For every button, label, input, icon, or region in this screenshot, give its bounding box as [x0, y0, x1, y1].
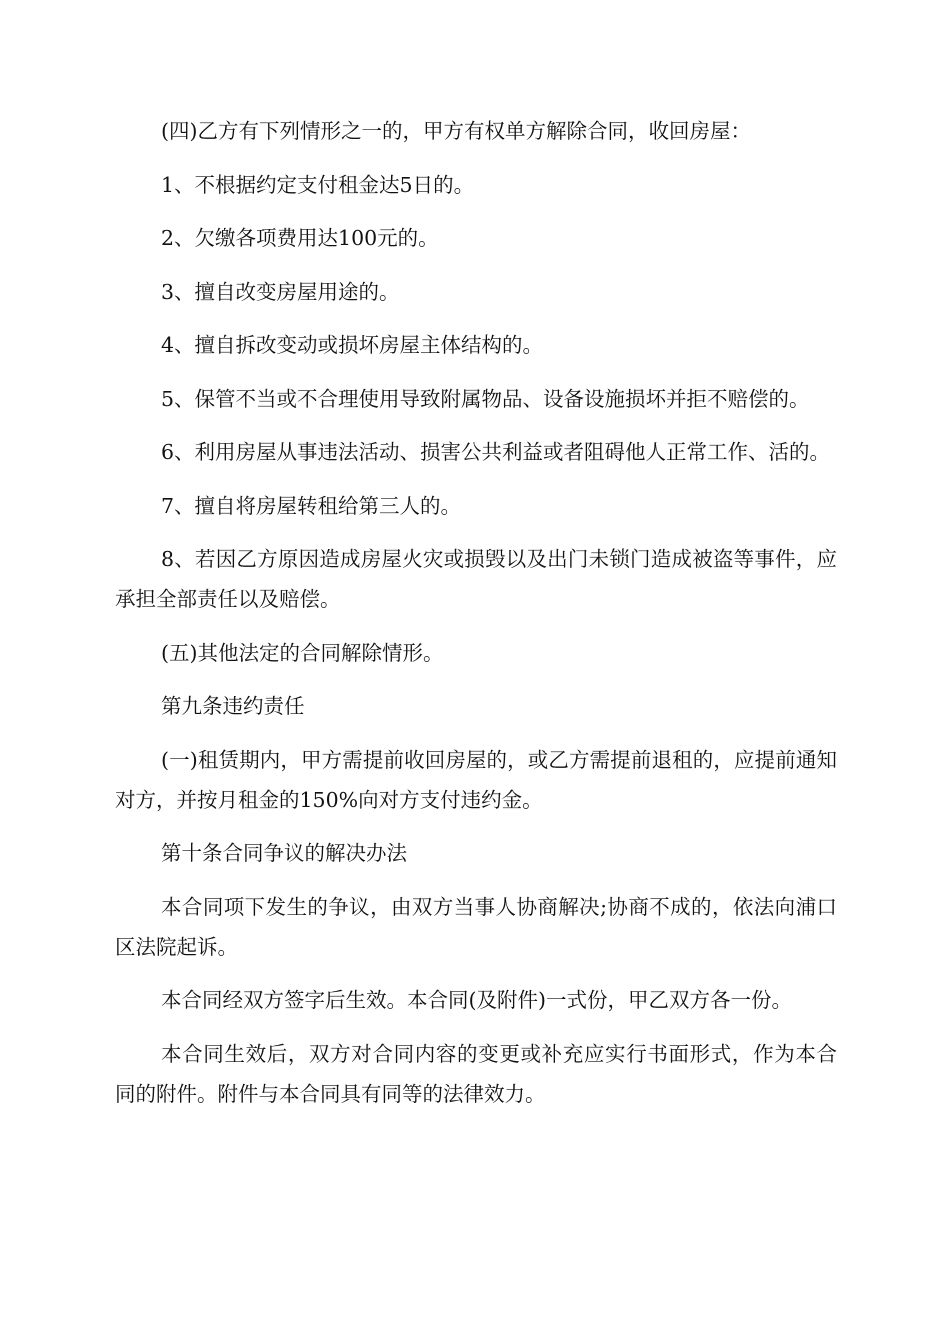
clause-4-heading: (四)乙方有下列情形之一的，甲方有权单方解除合同，收回房屋： — [161, 119, 751, 143]
article-9-clause-1: (一)租赁期内，甲方需提前收回房屋的，或乙方需提前退租的，应提前通知对方，并按月租金的150%向对方支付违约金。 — [115, 747, 837, 812]
clause-4-item-2: 2、欠缴各项费用达100元的。 — [161, 226, 439, 250]
clause-5-heading: (五)其他法定的合同解除情形。 — [161, 640, 444, 665]
clause-4-item-4: 4、擅自拆改变动或损坏房屋主体结构的。 — [161, 333, 544, 357]
clause-4-item-7: 7、擅自将房屋转租给第三人的。 — [161, 493, 462, 518]
clause-4-item-3: 3、擅自改变房屋用途的。 — [161, 279, 400, 304]
clause-4-item-6: 6、利用房屋从事违法活动、损害公共利益或者阻碍他人正常工作、活的。 — [161, 440, 831, 464]
article-10-title: 第十条合同争议的解决办法 — [161, 841, 407, 865]
clause-4-item-5: 5、保管不当或不合理使用导致附属物品、设备设施损坏并拒不赔偿的。 — [161, 386, 810, 411]
document-body — [115, 111, 837, 1127]
effectiveness-text: 本合同经双方签字后生效。本合同(及附件)一式份，甲乙双方各一份。 — [161, 988, 792, 1012]
amendment-text: 本合同生效后，双方对合同内容的变更或补充应实行书面形式，作为本合同的附件。附件与本合同具有同等的法律效力。 — [115, 1041, 837, 1106]
clause-4-item-1: 1、不根据约定支付租金达5日的。 — [161, 172, 475, 197]
clause-4-item-8: 8、若因乙方原因造成房屋火灾或损毁以及出门未锁门造成被盗等事件，应承担全部责任以及赔偿。 — [115, 547, 837, 611]
dispute-resolution-text: 本合同项下发生的争议，由双方当事人协商解决;协商不成的，依法向浦口区法院起诉。 — [115, 894, 837, 959]
article-9-title: 第九条违约责任 — [161, 694, 305, 718]
